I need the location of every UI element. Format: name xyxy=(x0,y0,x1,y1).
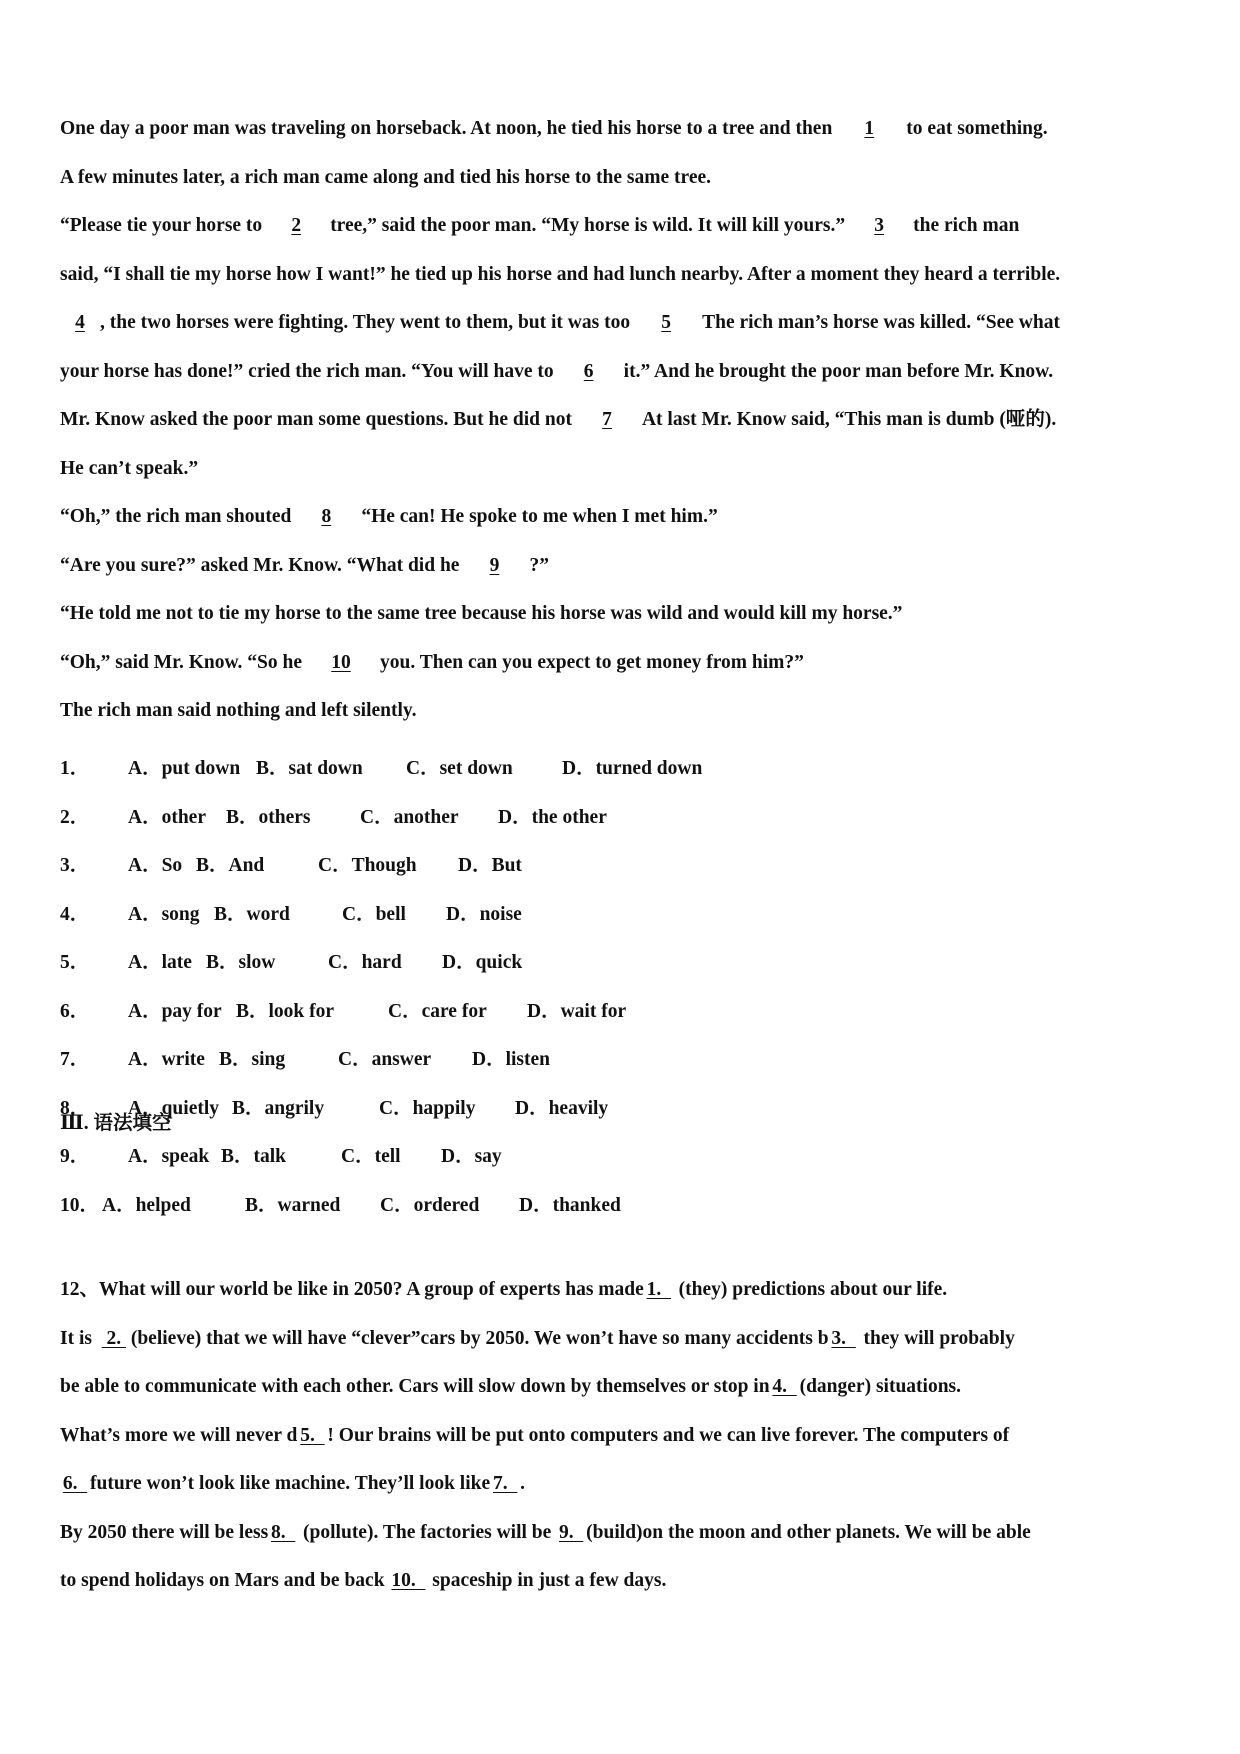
answer-blank[interactable]: 6 xyxy=(583,360,594,382)
passage-line xyxy=(60,599,1190,629)
passage-text: future won’t look like machine. They’ll look like xyxy=(90,1473,491,1494)
passage-text: He can’t speak.” xyxy=(60,457,199,479)
answer-option[interactable]: A．song xyxy=(128,903,200,925)
answer-option[interactable]: C．set down xyxy=(406,758,513,779)
question-number: 5． xyxy=(60,952,90,973)
answer-blank[interactable]: 3 xyxy=(874,215,885,236)
question-number: 3． xyxy=(60,855,90,876)
grammar-line xyxy=(60,1518,1190,1548)
answer-blank[interactable]: 5. xyxy=(300,1424,325,1446)
answer-option[interactable]: B．look for xyxy=(236,1000,335,1022)
answer-option[interactable]: A．other xyxy=(128,806,206,828)
grammar-line xyxy=(60,1275,1190,1305)
answer-option[interactable]: D．listen xyxy=(472,1049,551,1070)
passage-text: At last Mr. Know said, “This man is dumb (哑的). xyxy=(641,409,1057,430)
answer-option[interactable]: A．So xyxy=(128,855,183,876)
answer-option[interactable]: C．answer xyxy=(338,1049,432,1070)
answer-blank[interactable]: 2 xyxy=(291,215,302,236)
passage-text: A few minutes later, a rich man came along and tied his horse to the same tree. xyxy=(60,166,712,188)
answer-option[interactable]: A．put down xyxy=(128,758,241,779)
passage-text: you. Then can you expect to get money from him?” xyxy=(380,651,804,673)
answer-blank[interactable]: 3. xyxy=(831,1327,856,1349)
passage-text: ?” xyxy=(529,554,549,576)
passage-text: (they) predictions about our life. xyxy=(673,1279,948,1300)
answer-option[interactable]: B．talk xyxy=(221,1146,287,1167)
passage-text: “Are you sure?” asked Mr. Know. “What did he xyxy=(60,554,460,576)
answer-option[interactable]: C．tell xyxy=(341,1146,401,1167)
question-row xyxy=(60,1191,1190,1221)
answer-option[interactable]: C．hard xyxy=(328,952,402,973)
grammar-line xyxy=(60,1469,1190,1499)
answer-blank[interactable]: 8. xyxy=(270,1521,296,1543)
passage-line xyxy=(60,163,1190,193)
answer-option[interactable]: C．happily xyxy=(379,1097,476,1119)
question-row xyxy=(60,803,1190,833)
passage-text: “He can! He spoke to me when I met him.” xyxy=(361,506,718,527)
passage-line xyxy=(60,648,1190,678)
answer-option[interactable]: D．But xyxy=(458,855,522,876)
passage-line xyxy=(60,502,1190,532)
passage-text: to spend holidays on Mars and be back xyxy=(60,1570,390,1591)
answer-option[interactable]: A．helped xyxy=(102,1194,191,1216)
answer-blank[interactable]: 10. xyxy=(391,1570,426,1591)
answer-blank[interactable]: 10 xyxy=(331,651,351,673)
answer-blank[interactable]: 4 xyxy=(75,312,85,333)
answer-option[interactable]: C．ordered xyxy=(380,1194,480,1216)
answer-option[interactable]: D．the other xyxy=(498,806,607,828)
passage-line xyxy=(60,454,1190,484)
question-row xyxy=(60,900,1190,930)
passage-text: . xyxy=(520,1473,526,1494)
answer-option[interactable]: A．late xyxy=(128,952,192,973)
answer-option[interactable]: D．thanked xyxy=(519,1194,621,1216)
passage-text: , the two horses were fighting. They went to them, but it was too xyxy=(100,312,631,333)
answer-option[interactable]: C．Though xyxy=(318,855,417,876)
passage-text: “Oh,” the rich man shouted xyxy=(60,506,292,527)
section-heading: Ⅲ. 语法填空 xyxy=(60,1113,172,1134)
passage-text: “Oh,” said Mr. Know. “So he xyxy=(60,651,302,673)
passage-text: they will probably xyxy=(858,1327,1015,1349)
passage-text: (danger) situations. xyxy=(799,1376,962,1397)
passage-text: to eat something. xyxy=(906,118,1048,139)
answer-blank[interactable]: 4. xyxy=(772,1376,797,1397)
answer-option[interactable]: B．slow xyxy=(206,952,276,973)
passage-text: “Please tie your horse to xyxy=(60,215,263,236)
question-number: 2． xyxy=(60,806,90,828)
question-number: 7． xyxy=(60,1049,90,1070)
passage-line xyxy=(60,211,1190,241)
answer-option[interactable]: D．noise xyxy=(446,903,522,925)
question-row xyxy=(60,754,1190,784)
answer-option[interactable]: A．pay for xyxy=(128,1000,222,1022)
passage-text: “He told me not to tie my horse to the same tree because his horse was wild and would kill my horse.” xyxy=(60,603,903,624)
answer-blank[interactable]: 9. xyxy=(558,1521,584,1543)
passage-line xyxy=(60,405,1190,435)
passage-text: Mr. Know asked the poor man some questions. But he did not xyxy=(60,409,572,430)
answer-option[interactable]: A．speak xyxy=(128,1146,210,1167)
answer-blank[interactable]: 2. xyxy=(101,1327,127,1349)
answer-blank[interactable]: 7 xyxy=(602,409,612,430)
question-number: 1． xyxy=(60,758,90,779)
answer-blank[interactable]: 7. xyxy=(492,1473,518,1494)
question-row xyxy=(60,948,1190,978)
answer-blank[interactable]: 6. xyxy=(62,1473,88,1494)
question-number: 4． xyxy=(60,903,90,925)
passage-text: said, “I shall tie my horse how I want!” he tied up his horse and had lunch nearby. After a moment they heard a terrible. xyxy=(60,263,1061,285)
question-number: 10． xyxy=(60,1194,100,1216)
answer-option[interactable]: A．write xyxy=(128,1049,205,1070)
answer-option[interactable]: B．others xyxy=(226,806,311,828)
answer-option[interactable]: D．quick xyxy=(442,952,523,973)
passage-text: it.” And he brought the poor man before Mr. Know. xyxy=(623,360,1054,382)
grammar-line xyxy=(60,1372,1190,1402)
answer-option[interactable]: D．turned down xyxy=(562,758,703,779)
passage-text: By 2050 there will be less xyxy=(60,1521,269,1543)
passage-text: What’s more we will never d xyxy=(60,1424,298,1446)
answer-blank[interactable]: 5 xyxy=(661,312,671,333)
answer-option[interactable]: B．angrily xyxy=(232,1097,325,1119)
question-row xyxy=(60,997,1190,1027)
passage-text: It is xyxy=(60,1327,97,1349)
answer-option[interactable]: C．another xyxy=(360,806,459,828)
answer-option[interactable]: B．word xyxy=(214,903,290,925)
passage-line xyxy=(60,114,1190,144)
passage-text: One day a poor man was traveling on horseback. At noon, he tied his horse to a tree and then xyxy=(60,118,833,139)
question-row xyxy=(60,1045,1190,1075)
answer-blank[interactable]: 9 xyxy=(489,554,500,576)
answer-option[interactable]: C．bell xyxy=(342,903,406,925)
passage-text: 12、What will our world be like in 2050? A group of experts has made xyxy=(60,1279,644,1300)
grammar-line xyxy=(60,1324,1190,1354)
question-number: 9． xyxy=(60,1146,90,1167)
answer-option[interactable]: D．heavily xyxy=(515,1097,609,1119)
passage-line xyxy=(60,260,1190,290)
question-number: 8． xyxy=(60,1097,90,1119)
passage-text: your horse has done!” cried the rich man. “You will have to xyxy=(60,360,554,382)
passage-line xyxy=(60,308,1190,338)
passage-text: be able to communicate with each other. Cars will slow down by themselves or stop in xyxy=(60,1376,770,1397)
question-row xyxy=(60,1142,1190,1172)
answer-option[interactable]: D．wait for xyxy=(527,1000,627,1022)
grammar-line xyxy=(60,1421,1190,1451)
passage-line xyxy=(60,551,1190,581)
grammar-line xyxy=(60,1566,1190,1596)
question-number: 6． xyxy=(60,1000,90,1022)
passage-text: ! Our brains will be put onto computers and we can live forever. The computers of xyxy=(327,1424,1010,1446)
passage-line xyxy=(60,357,1190,387)
answer-blank[interactable]: 8 xyxy=(321,506,332,527)
passage-text: The rich man said nothing and left silently. xyxy=(60,700,417,721)
answer-option[interactable]: D．say xyxy=(441,1146,502,1167)
passage-text: spaceship in just a few days. xyxy=(427,1570,667,1591)
answer-option[interactable]: B．sing xyxy=(219,1049,286,1070)
passage-text: the rich man xyxy=(913,215,1020,236)
answer-option[interactable]: C．care for xyxy=(388,1000,487,1022)
answer-blank[interactable]: 1. xyxy=(646,1279,671,1300)
answer-option[interactable]: B．warned xyxy=(245,1194,341,1216)
question-row xyxy=(60,851,1190,881)
answer-option[interactable]: A．quietly xyxy=(128,1097,220,1119)
passage-line xyxy=(60,696,1190,726)
passage-text: tree,” said the poor man. “My horse is wild. It will kill yours.” xyxy=(330,215,846,236)
passage-text: (pollute). The factories will be xyxy=(298,1521,557,1543)
answer-option[interactable]: B．sat down xyxy=(256,758,363,779)
passage-text: (believe) that we will have “clever”cars by 2050. We won’t have so many accidents b xyxy=(130,1327,829,1349)
passage-text: The rich man’s horse was killed. “See what xyxy=(702,312,1060,333)
answer-blank[interactable]: 1 xyxy=(864,118,875,139)
answer-option[interactable]: B．And xyxy=(196,855,265,876)
passage-text: (build)on the moon and other planets. We will be able xyxy=(586,1521,1031,1543)
